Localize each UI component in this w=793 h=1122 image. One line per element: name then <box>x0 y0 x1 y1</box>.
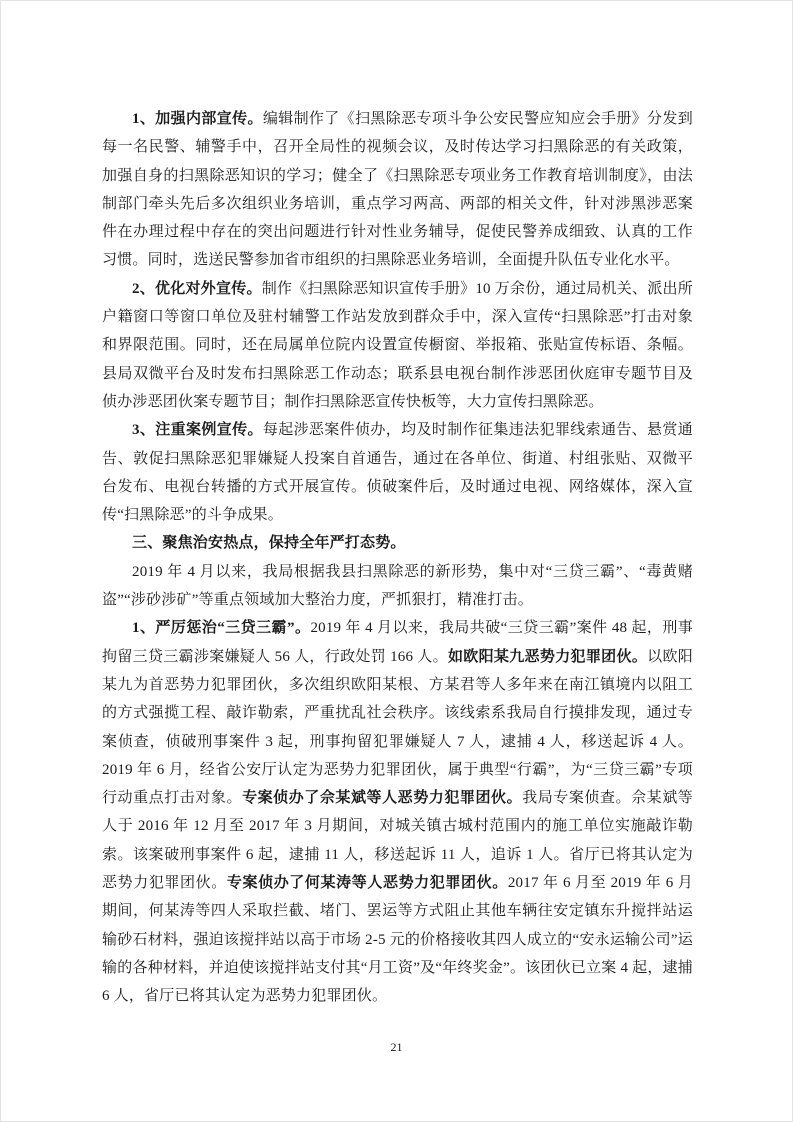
paragraph-lead-bold: 1、加强内部宣传。 <box>132 111 263 127</box>
case-title-bold: 如欧阳某九恶势力犯罪团伙。 <box>447 648 648 665</box>
case-title-bold: 专案侦办了何某涛等人恶势力犯罪团伙。 <box>226 875 508 892</box>
paragraph-text: 制作《扫黑除恶知识宣传手册》10 万余份，通过局机关、派出所户籍窗口等窗口单位及驻村辅警工作站发放到群众手中，深入宣传“扫黑除恶”打击对象和界限范围。同时，还在局属单位院内设置宣传橱窗、举报箱、张贴宣传标语、条幅。县局双微平台及时发布扫黑除恶工作动态；联系县电视台制作涉恶团伙庭审专题节目及侦办涉恶团伙案专题节目；制作扫黑除恶宣传快板等，大力宣传扫黑除恶。 <box>102 280 693 410</box>
paragraph-text: 2019 年 4 月以来，我局共破“三贷三霸”案件 48 起，刑事拘留三贷三霸涉案嫌疑人 56 人，行政处罚 166 人。 <box>102 620 693 665</box>
paragraph-text: 每起涉恶案件侦办，均及时制作征集违法犯罪线索通告、悬赏通告、敦促扫黑除恶犯罪嫌疑人投案自首通告，通过在各单位、街道、村组张贴、双微平台发布、电视台转播的方式开展宣传。侦破案件后，及时通过电视、网络媒体，深入宣传“扫黑除恶”的斗争成果。 <box>102 422 693 524</box>
paragraph-external-publicity <box>102 275 693 416</box>
case-title-bold: 专案侦办了佘某斌等人恶势力犯罪团伙。 <box>242 790 523 807</box>
paragraph-text: 我局专案侦查。佘某斌等人于 2016 年 12 月至 2017 年 3 月期间，对城关镇古城村范围内的施工单位实施敲诈勒索。该案破刑事案件 6 起，逮捕 11 人，移送起诉 11 人，追诉 1 人。省厅已将其认定为恶势力犯罪团伙。 <box>102 790 693 892</box>
paragraph-lead-bold: 1、严厉惩治“三贷三霸”。 <box>132 620 311 637</box>
paragraph-lead-bold: 2、优化对外宣传。 <box>132 280 262 297</box>
paragraph-internal-publicity <box>102 105 693 275</box>
paragraph-text: 2017 年 6 月至 2019 年 6 月期间，何某涛等四人采取拦截、堵门、罢运等方式阻止其他车辆往安定镇东升搅拌站运输砂石材料，强迫该搅拌站以高于市场 2-5 元的价格接收其四人成立的“安永运输公司”运输的各种材料，并迫使该搅拌站支付其“月工资”及“年终奖金”。该团伙已立案 4 起，逮捕 6 人，省厅已将其认定为恶势力犯罪团伙。 <box>102 875 693 1005</box>
paragraph-text: 2019 年 4 月以来，我局根据我县扫黑除恶的新形势，集中对“三贷三霸”、“毒黄赌盗”“涉砂涉矿”等重点领域加大整治力度，严抓狠打，精准打击。 <box>102 563 693 609</box>
paragraph-text: 编辑制作了《扫黑除恶专项斗争公安民警应知应会手册》分发到每一名民警、辅警手中，召开全局性的视频会议，及时传达学习扫黑除恶的有关政策，加强自身的扫黑除恶知识的学习；健全了《扫黑除恶专项业务工作教育培训制度》，由法制部门牵头先后多次组织业务培训，重点学习两高、两部的相关文件，针对涉黑涉恶案件在办理过程中存在的突出问题进行针对性业务辅导，促使民警养成细致、认真的工作习惯。同时，选送民警参加省市组织的扫黑除恶业务培训，全面提升队伍专业化水平。 <box>102 111 693 269</box>
section-heading <box>102 529 693 557</box>
section-heading-text: 三、聚焦治安热点，保持全年严打态势。 <box>132 535 406 552</box>
document-body <box>102 105 693 1011</box>
paragraph-crackdown-cases <box>102 614 693 1010</box>
paragraph-case-publicity <box>102 416 693 529</box>
paragraph-lead-bold: 3、注重案例宣传。 <box>132 422 263 439</box>
paragraph-section-intro <box>102 558 693 615</box>
paragraph-text: 以欧阳某九为首恶势力犯罪团伙，多次组织欧阳某根、方某君等人多年来在南江镇境内以阻工的方式强揽工程、敲诈勒索，严重扰乱社会秩序。该线索系我局自行摸排发现，通过专案侦查，侦破刑事案件 3 起，刑事拘留犯罪嫌疑人 7 人，逮捕 4 人，移送起诉 4 人。2019 年 6 月，经省公安厅认定为恶势力犯罪团伙，属于典型“行霸”，为“三贷三霸”专项行动重点打击对象。 <box>102 648 693 807</box>
page-number: 21 <box>390 1040 403 1054</box>
